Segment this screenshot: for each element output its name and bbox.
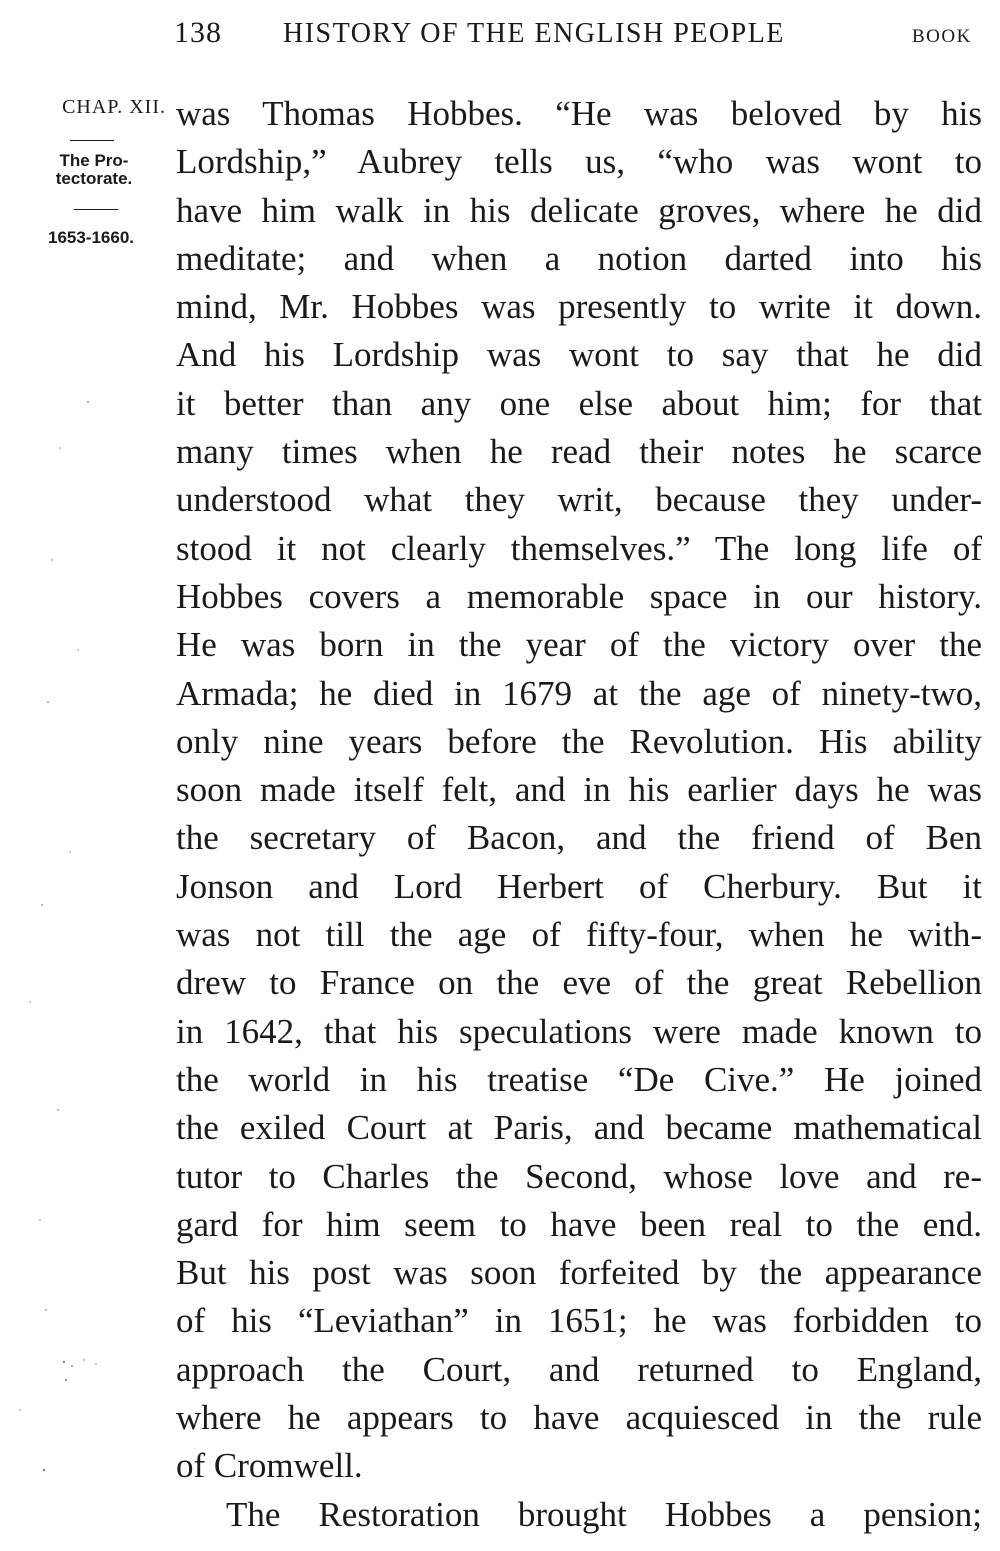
text-line: gard for him seem to have been real to the end. <box>176 1204 982 1244</box>
paragraph <box>176 1491 982 1539</box>
text-line: soon made itself felt, and in his earlier days he was <box>176 770 982 810</box>
text-line: only nine years before the Revolution. His ability <box>176 721 982 761</box>
running-title: HISTORY OF THE ENGLISH PEOPLE <box>283 18 785 49</box>
text-line: the world in his treatise “De Cive.” He joined <box>176 1059 982 1099</box>
date-note: 1653-1660. <box>47 228 135 247</box>
text-line: Armada; he died in 1679 at the age of ninety-two, <box>176 673 982 713</box>
section-note-line: The Pro- <box>59 151 129 170</box>
chapter-note: CHAP. XII. <box>62 96 166 118</box>
body-text <box>176 90 982 1539</box>
text-line: understood what they writ, because they under- <box>176 480 982 520</box>
text-line: have him walk in his delicate groves, where he did <box>176 190 982 230</box>
text-line: meditate; and when a notion darted into his <box>176 238 982 278</box>
text-line: the exiled Court at Paris, and became mathematical <box>176 1108 982 1148</box>
text-line: Jonson and Lord Herbert of Cherbury. But it <box>176 866 982 906</box>
text-line: But his post was soon forfeited by the appearance <box>176 1253 982 1293</box>
text-line: Hobbes covers a memorable space in our history. <box>176 576 982 616</box>
text-line: mind, Mr. Hobbes was presently to write it down. <box>176 287 982 327</box>
paragraph <box>176 90 982 1491</box>
text-line: the secretary of Bacon, and the friend of Ben <box>176 818 982 858</box>
text-line: stood it not clearly themselves.” The long life of <box>176 528 982 568</box>
text-line: He was born in the year of the victory over the <box>176 625 982 665</box>
scan-specks <box>0 0 170 1551</box>
text-line: of his “Leviathan” in 1651; he was forbidden to <box>176 1301 982 1341</box>
page-number: 138 <box>174 16 222 49</box>
text-line: tutor to Charles the Second, whose love and re- <box>176 1156 982 1196</box>
text-line: many times when he read their notes he scarce <box>176 432 982 472</box>
section-note-line: tectorate. <box>55 169 133 188</box>
text-line: The Restoration brought Hobbes a pension; <box>226 1494 982 1534</box>
text-line: where he appears to have acquiesced in the rule <box>176 1398 982 1438</box>
text-line: approach the Court, and returned to England, <box>176 1349 982 1389</box>
text-line: Lordship,” Aubrey tells us, “who was wont to <box>176 142 982 182</box>
text-line: was not till the age of fifty-four, when he with- <box>176 915 982 955</box>
text-line: drew to France on the eve of the great Rebellion <box>176 963 982 1003</box>
running-book-label: BOOK <box>912 26 972 47</box>
text-line: And his Lordship was wont to say that he did <box>176 335 982 375</box>
text-line: it better than any one else about him; for that <box>176 383 982 423</box>
text-line: of Cromwell. <box>176 1446 363 1486</box>
text-line: in 1642, that his speculations were made known to <box>176 1011 982 1051</box>
text-line: was Thomas Hobbes. “He was beloved by his <box>176 94 982 133</box>
